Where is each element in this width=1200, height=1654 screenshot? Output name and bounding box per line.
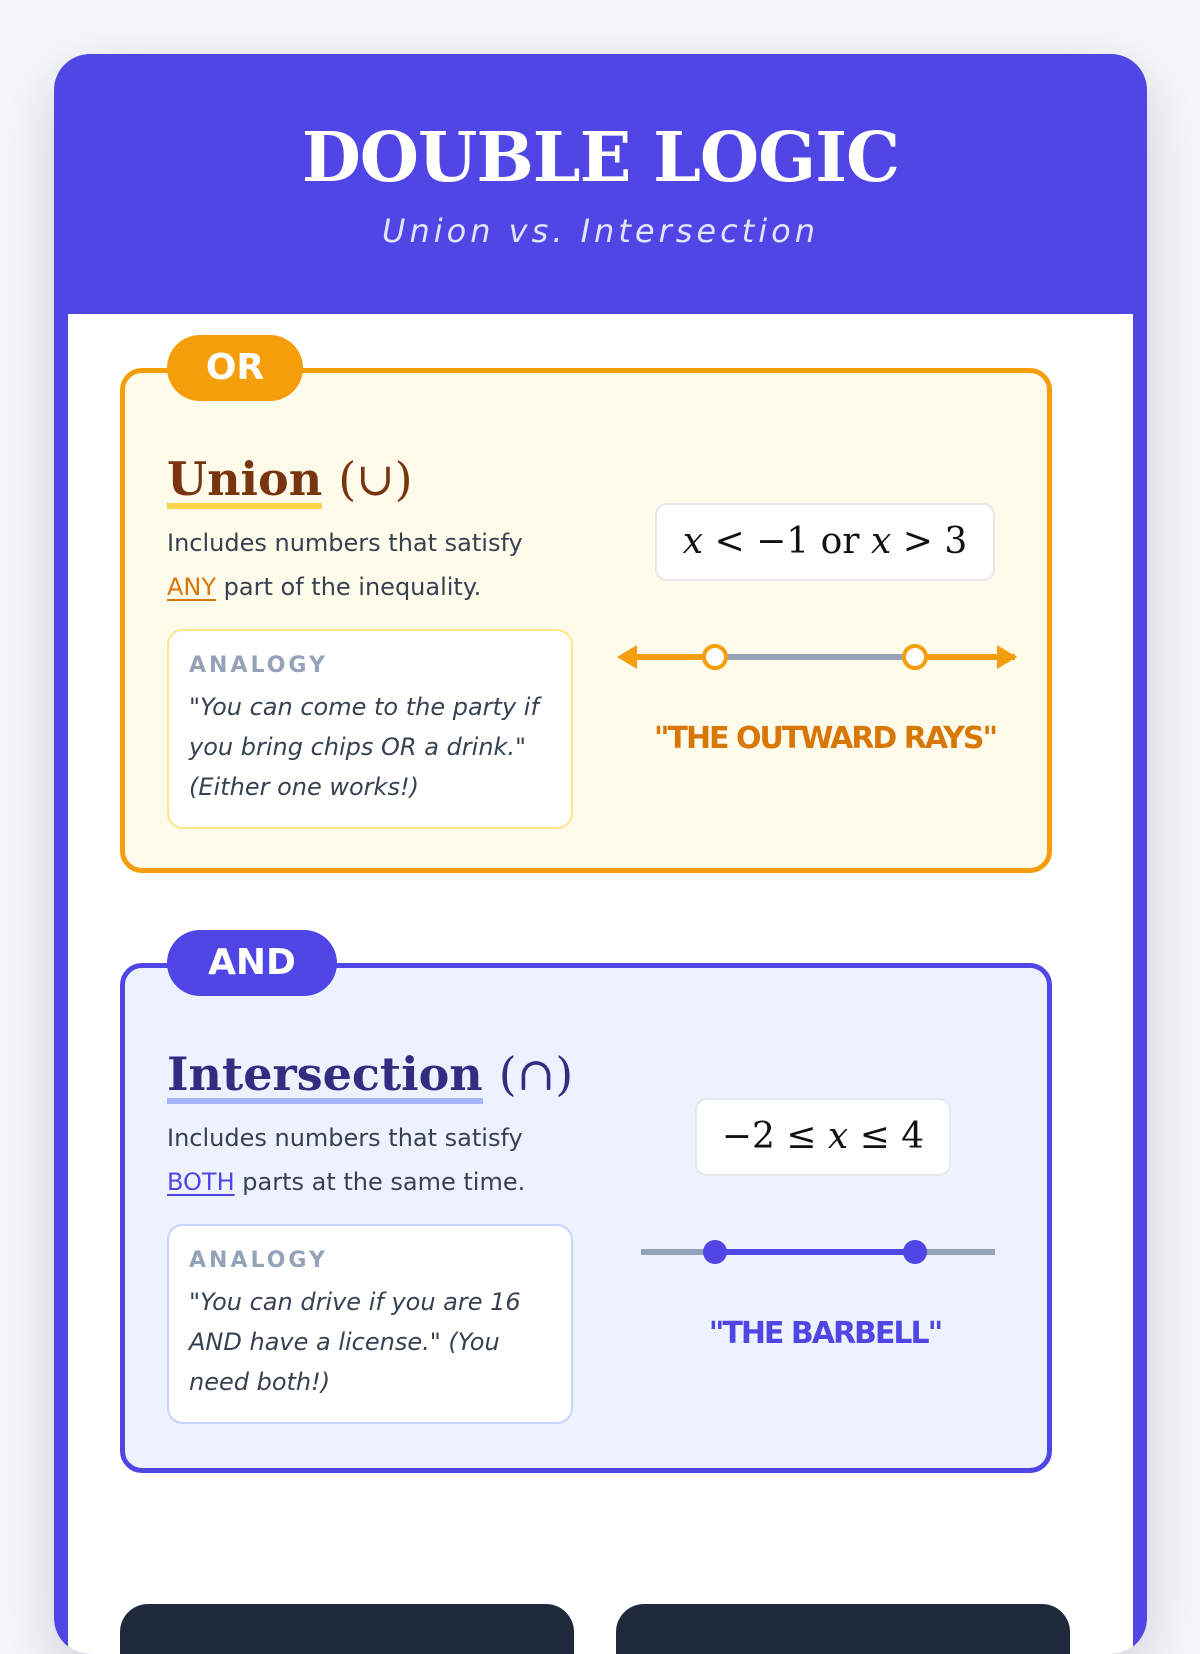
intersection-analogy-box xyxy=(167,1224,573,1424)
intersection-inequality xyxy=(695,1098,951,1176)
union-analogy-text: "You can come to the party if you bring chips OR a drink." (Either one works!) xyxy=(189,693,539,801)
right-arrow-icon xyxy=(997,645,1017,669)
content-area xyxy=(68,314,1133,1654)
intersection-analogy-label: ANALOGY xyxy=(189,1248,328,1273)
intersection-keyword: BOTH xyxy=(167,1168,235,1196)
closed-circle-left-icon xyxy=(703,1240,727,1264)
union-analogy-label: ANALOGY xyxy=(189,653,328,678)
left-arrow-icon xyxy=(617,645,637,669)
intersection-panel xyxy=(120,942,1052,1473)
union-keyword: ANY xyxy=(167,573,217,601)
header xyxy=(54,54,1147,314)
intersection-desc-pre: Includes numbers that satisfy xyxy=(167,1124,523,1152)
union-panel xyxy=(120,347,1052,873)
intersection-number-line xyxy=(615,1222,1035,1282)
or-tag: OR xyxy=(167,335,303,401)
and-tag: AND xyxy=(167,930,337,996)
union-description xyxy=(167,521,587,609)
union-number-line xyxy=(615,627,1035,687)
intersection-math-pre: −2 ≤ xyxy=(721,1116,828,1157)
union-inequality xyxy=(655,503,995,581)
union-math-var-a: x xyxy=(682,521,704,562)
union-title xyxy=(167,451,413,509)
union-desc-post: part of the inequality. xyxy=(223,573,482,601)
union-math-op2: > 3 xyxy=(891,521,968,562)
intersection-title-word: Intersection xyxy=(167,1050,483,1104)
union-math-or: or xyxy=(820,521,860,562)
intersection-math-post: ≤ 4 xyxy=(848,1116,925,1157)
closed-circle-right-icon xyxy=(903,1240,927,1264)
union-math-var-b: x xyxy=(859,521,892,562)
intersection-math-var: x xyxy=(827,1116,849,1157)
union-symbol: (∪) xyxy=(338,452,413,506)
union-nickname: "THE OUTWARD RAYS" xyxy=(653,721,997,756)
intersection-title xyxy=(167,1046,573,1104)
intersection-nickname: "THE BARBELL" xyxy=(708,1316,942,1351)
infographic-card xyxy=(54,54,1147,1654)
union-analogy-box xyxy=(167,629,573,829)
union-desc-pre: Includes numbers that satisfy xyxy=(167,529,523,557)
page-subtitle: Union vs. Intersection xyxy=(382,212,819,250)
bottom-tile-left xyxy=(120,1604,574,1654)
bottom-tile-right xyxy=(616,1604,1070,1654)
intersection-desc-post: parts at the same time. xyxy=(242,1168,526,1196)
intersection-symbol: (∩) xyxy=(498,1047,574,1101)
page-title: DOUBLE LOGIC xyxy=(301,118,900,198)
union-title-word: Union xyxy=(167,455,322,509)
intersection-description xyxy=(167,1116,587,1204)
intersection-analogy-text: "You can drive if you are 16 AND have a license." (You need both!) xyxy=(189,1288,521,1396)
open-circle-right-icon xyxy=(904,646,926,668)
open-circle-left-icon xyxy=(704,646,726,668)
union-math-op1: < −1 xyxy=(703,521,821,562)
